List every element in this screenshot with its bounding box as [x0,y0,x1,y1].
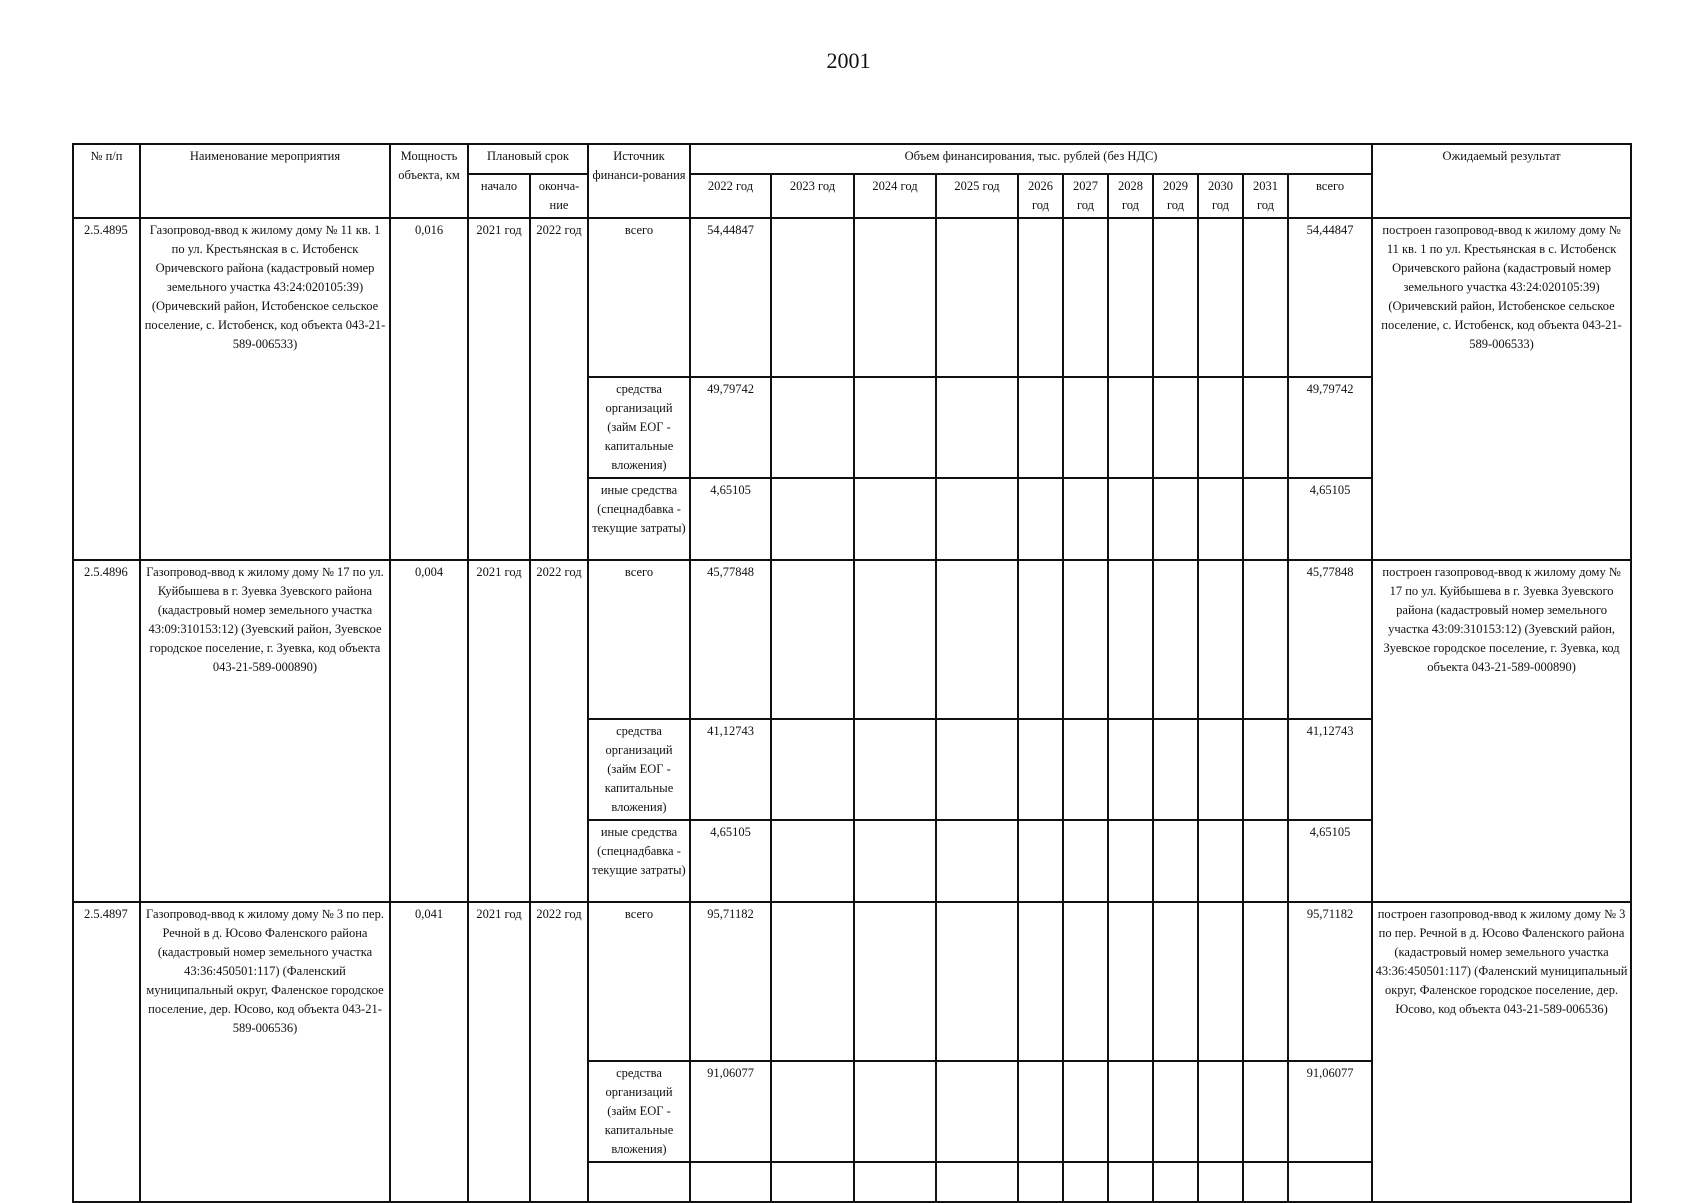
value-2022: 45,77848 [690,560,771,719]
term-start: 2021 год [468,218,530,560]
value-2022: 49,79742 [690,377,771,478]
row-number: 2.5.4896 [73,560,140,902]
expected-result: построен газопровод-ввод к жилому дому № 3 по пер. Речной в д. Юсово Фаленского района (кадастровый номер земельного участка 43:36:450501:117) (Фаленский муниципальный округ, Фаленское городское поселение, дер. Юсово, код объекта 043-21-589-006536) [1372,902,1631,1202]
funding-table [72,143,1632,1203]
source-label: средства организаций (займ ЕОГ - капитальные вложения) [588,1061,690,1162]
term-start: 2021 год [468,902,530,1202]
object-capacity: 0,004 [390,560,468,902]
value-total: 54,44847 [1288,218,1372,377]
value-2031 [1243,218,1288,377]
value-2026 [1018,218,1063,377]
source-label: всего [588,218,690,377]
source-label: средства организаций (займ ЕОГ - капитальные вложения) [588,377,690,478]
header-term: Плановый срок [468,144,588,174]
header-year: 2023 год [771,174,854,218]
object-name: Газопровод-ввод к жилому дому № 11 кв. 1 по ул. Крестьянская в с. Истобенск Оричевского района (кадастровый номер земельного участка 43:24:020105:39) (Оричевский район, Истобенское сельское поселение, с. Истобенск, код объекта 043-21-589-006533) [140,218,390,560]
value-total: 4,65105 [1288,820,1372,902]
header-year: 2024 год [854,174,936,218]
object-capacity: 0,041 [390,902,468,1202]
value-2024 [854,218,936,377]
header-year: 2026 год [1018,174,1063,218]
header-year: 2027 год [1063,174,1108,218]
header-funding: Объем финансирования, тыс. рублей (без НДС) [690,144,1372,174]
value-2029 [1153,218,1198,377]
source-label: иные средства (спецнадбавка - текущие затраты) [588,820,690,902]
term-start: 2021 год [468,560,530,902]
value-total: 49,79742 [1288,377,1372,478]
term-end: 2022 год [530,560,588,902]
header-year: 2029 год [1153,174,1198,218]
source-label: всего [588,902,690,1061]
header-source: Источник финанси-рования [588,144,690,218]
value-total: 91,06077 [1288,1061,1372,1162]
header-year: 2028 год [1108,174,1153,218]
value-2023 [771,218,854,377]
value-2022: 91,06077 [690,1061,771,1162]
row-number: 2.5.4895 [73,218,140,560]
header-year: 2025 год [936,174,1018,218]
document-sheet [72,143,1630,1156]
header-capacity: Мощность объекта, км [390,144,468,218]
header-name: Наименование мероприятия [140,144,390,218]
value-2022: 54,44847 [690,218,771,377]
source-label: средства организаций (займ ЕОГ - капитальные вложения) [588,719,690,820]
value-2028 [1108,218,1153,377]
object-capacity: 0,016 [390,218,468,560]
header-no: № п/п [73,144,140,218]
table-row [73,218,1631,377]
header-end: оконча-ние [530,174,588,218]
value-total: 95,71182 [1288,902,1372,1061]
value-2027 [1063,218,1108,377]
term-end: 2022 год [530,902,588,1202]
header-result: Ожидаемый результат [1372,144,1631,218]
source-label: всего [588,560,690,719]
header-year: 2022 год [690,174,771,218]
header-start: начало [468,174,530,218]
expected-result: построен газопровод-ввод к жилому дому № 17 по ул. Куйбышева в г. Зуевка Зуевского района (кадастровый номер земельного участка 43:09:310153:12) (Зуевский район, Зуевское городское поселение, г. Зуевка, код объекта 043-21-589-000890) [1372,560,1631,902]
table-row [73,560,1631,719]
value-2030 [1198,218,1243,377]
value-2022: 4,65105 [690,478,771,560]
expected-result: построен газопровод-ввод к жилому дому № 11 кв. 1 по ул. Крестьянская в с. Истобенск Оричевского района (кадастровый номер земельного участка 43:24:020105:39) (Оричевский район, Истобенское сельское поселение, с. Истобенск, код объекта 043-21-589-006533) [1372,218,1631,560]
value-total: 41,12743 [1288,719,1372,820]
header-total: всего [1288,174,1372,218]
object-name: Газопровод-ввод к жилому дому № 3 по пер. Речной в д. Юсово Фаленского района (кадастровый номер земельного участка 43:36:450501:117) (Фаленский муниципальный округ, Фаленское городское поселение, дер. Юсово, код объекта 043-21-589-006536) [140,902,390,1202]
value-2022: 41,12743 [690,719,771,820]
value-total: 4,65105 [1288,478,1372,560]
object-name: Газопровод-ввод к жилому дому № 17 по ул. Куйбышева в г. Зуевка Зуевского района (кадастровый номер земельного участка 43:09:310153:12) (Зуевский район, Зуевское городское поселение, г. Зуевка, код объекта 043-21-589-000890) [140,560,390,902]
table-row [73,902,1631,1061]
page-number: 2001 [826,48,871,73]
header-year: 2031 год [1243,174,1288,218]
term-end: 2022 год [530,218,588,560]
header-year: 2030 год [1198,174,1243,218]
value-2022: 95,71182 [690,902,771,1061]
value-total: 45,77848 [1288,560,1372,719]
source-label: иные средства (спецнадбавка - текущие затраты) [588,478,690,560]
value-2025 [936,218,1018,377]
row-number: 2.5.4897 [73,902,140,1202]
value-2022: 4,65105 [690,820,771,902]
